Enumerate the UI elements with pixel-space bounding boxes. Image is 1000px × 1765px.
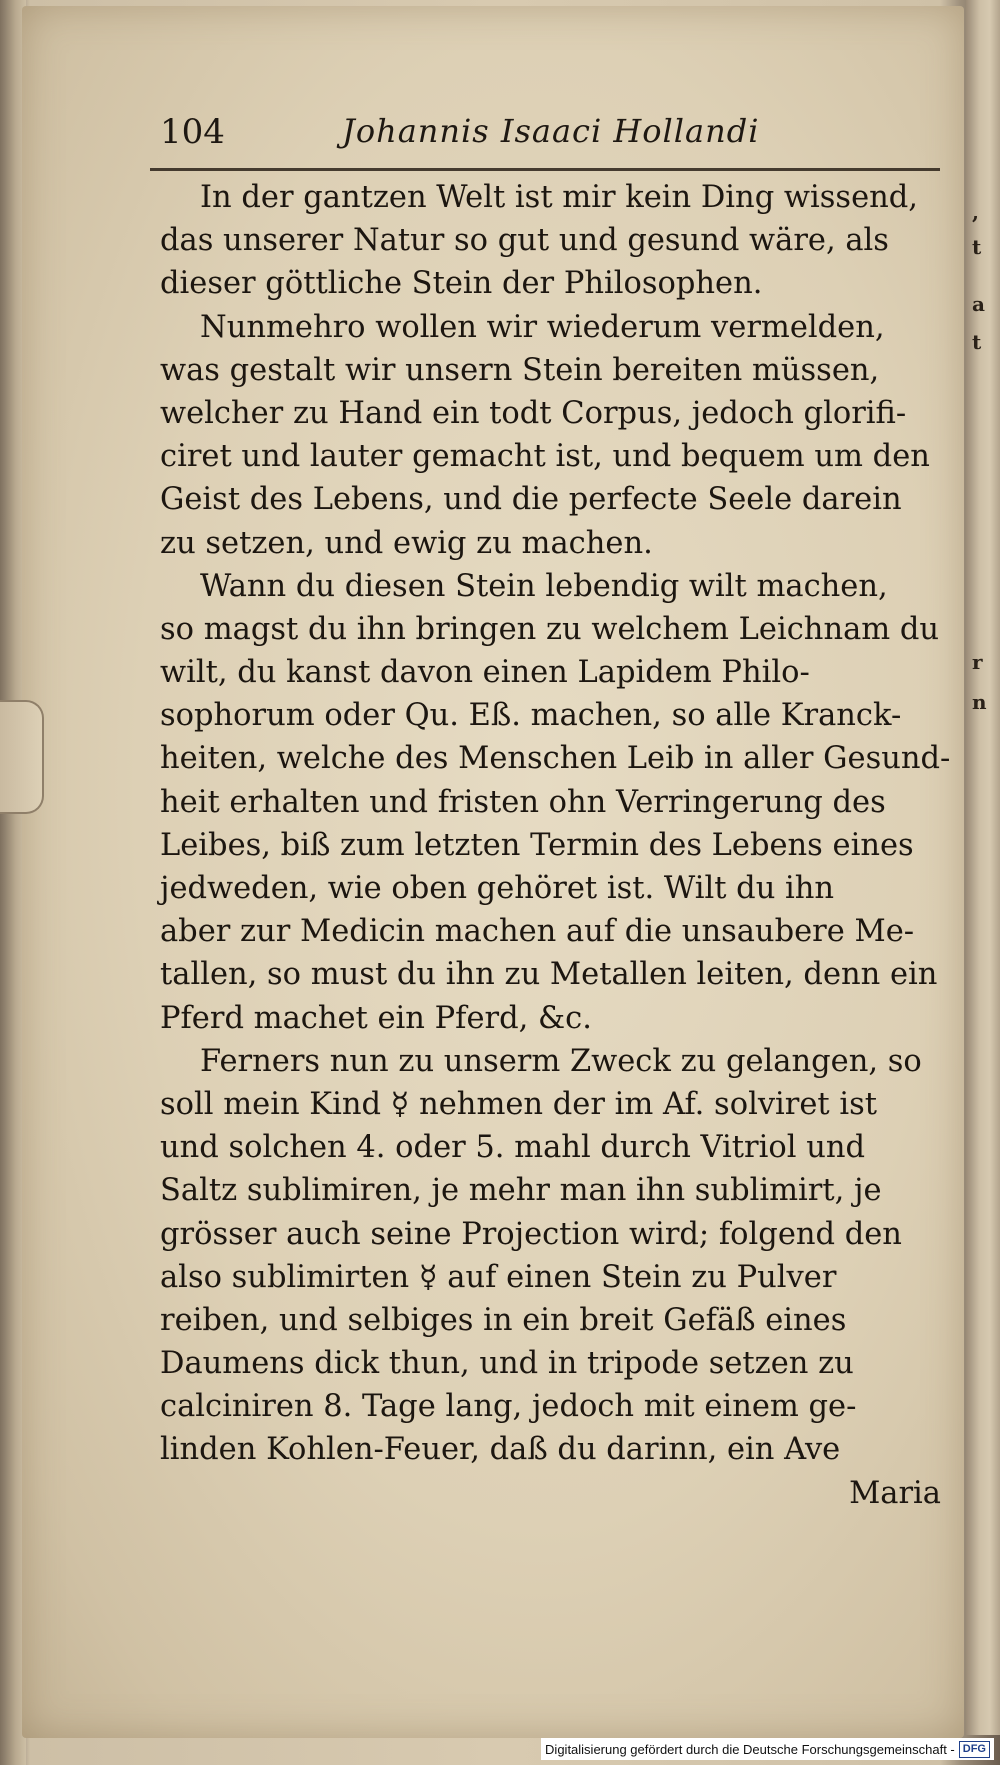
text-line: aber zur Medicin machen auf die unsaubere Me- bbox=[160, 914, 915, 950]
text-line: was gestalt wir unsern Stein bereiten müssen, bbox=[160, 352, 880, 388]
text-line: linden Kohlen-Feuer, daß du darinn, ein Ave bbox=[160, 1432, 841, 1468]
text-line: Daumens dick thun, und in tripode setzen zu bbox=[160, 1346, 854, 1382]
text-line: und solchen 4. oder 5. mahl durch Vitriol und bbox=[160, 1130, 866, 1166]
text-line: zu setzen, und ewig zu machen. bbox=[160, 525, 653, 561]
text-line: ciret und lauter gemacht ist, und bequem um den bbox=[160, 439, 930, 475]
facing-page-edge bbox=[966, 0, 1000, 1735]
text-line: Leibes, biß zum letzten Termin des Lebens eines bbox=[160, 827, 914, 863]
text-line: reiben, und selbiges in ein breit Gefäß eines bbox=[160, 1302, 847, 1338]
text-line: Ferners nun zu unserm Zweck zu gelangen, so bbox=[200, 1043, 922, 1079]
text-line: tallen, so must du ihn zu Metallen leiten, denn ein bbox=[160, 957, 938, 993]
dfg-logo: DFG bbox=[959, 1741, 990, 1758]
text-line: wilt, du kanst davon einen Lapidem Philo- bbox=[160, 655, 810, 691]
text-line: heiten, welche des Menschen Leib in aller Gesund- bbox=[160, 741, 951, 777]
text-line: jedweden, wie oben gehöret ist. Wilt du ihn bbox=[160, 871, 835, 906]
text-line: Saltz sublimiren, je mehr man ihn sublimirt, je bbox=[160, 1173, 882, 1209]
running-head bbox=[160, 108, 940, 164]
text-line: heit erhalten und fristen ohn Verringerung des bbox=[160, 784, 886, 820]
text-line: dieser göttliche Stein der Philosophen. bbox=[160, 266, 763, 302]
facing-page-fragment: n bbox=[972, 690, 987, 714]
text-line: also sublimirten ☿ auf einen Stein zu Pulver bbox=[160, 1259, 837, 1295]
text-line: In der gantzen Welt ist mir kein Ding wissend, bbox=[200, 180, 919, 215]
body-text bbox=[160, 176, 951, 1515]
credit-text: Digitalisierung gefördert durch die Deutsche Forschungsgemeinschaft - bbox=[545, 1741, 955, 1757]
text-line: das unserer Natur so gut und gesund wäre, als bbox=[160, 223, 889, 259]
running-title: Johannis Isaaci Hollandi bbox=[342, 112, 760, 150]
facing-page-fragment: t bbox=[972, 235, 982, 259]
facing-page-fragment: a bbox=[972, 292, 985, 316]
text-line: Geist des Lebens, und die perfecte Seele darein bbox=[160, 482, 902, 518]
text-line: sophorum oder Qu. Eß. machen, so alle Kranck- bbox=[160, 698, 902, 734]
facing-page-fragment: t bbox=[972, 330, 982, 354]
text-line: Wann du diesen Stein lebendig wilt machen, bbox=[200, 568, 888, 604]
text-line: Pferd machet ein Pferd, &c. bbox=[160, 1000, 592, 1036]
text-line: welcher zu Hand ein todt Corpus, jedoch glorifi- bbox=[160, 395, 907, 431]
text-line: soll mein Kind ☿ nehmen der im Af. solviret ist bbox=[160, 1086, 878, 1122]
digitization-credit bbox=[541, 1738, 994, 1760]
facing-page-fragment: r bbox=[972, 650, 983, 674]
catchword: Maria bbox=[849, 1475, 941, 1511]
text-line: grösser auch seine Projection wird; folgend den bbox=[160, 1216, 902, 1252]
paper-tab bbox=[0, 700, 44, 814]
text-line: Nunmehro wollen wir wiederum vermelden, bbox=[200, 309, 885, 345]
facing-page-fragment: , bbox=[972, 200, 979, 224]
header-rule bbox=[150, 168, 940, 171]
text-line: calciniren 8. Tage lang, jedoch mit einem ge- bbox=[160, 1389, 857, 1425]
text-line: so magst du ihn bringen zu welchem Leichnam du bbox=[160, 611, 940, 647]
page-number: 104 bbox=[160, 112, 225, 152]
